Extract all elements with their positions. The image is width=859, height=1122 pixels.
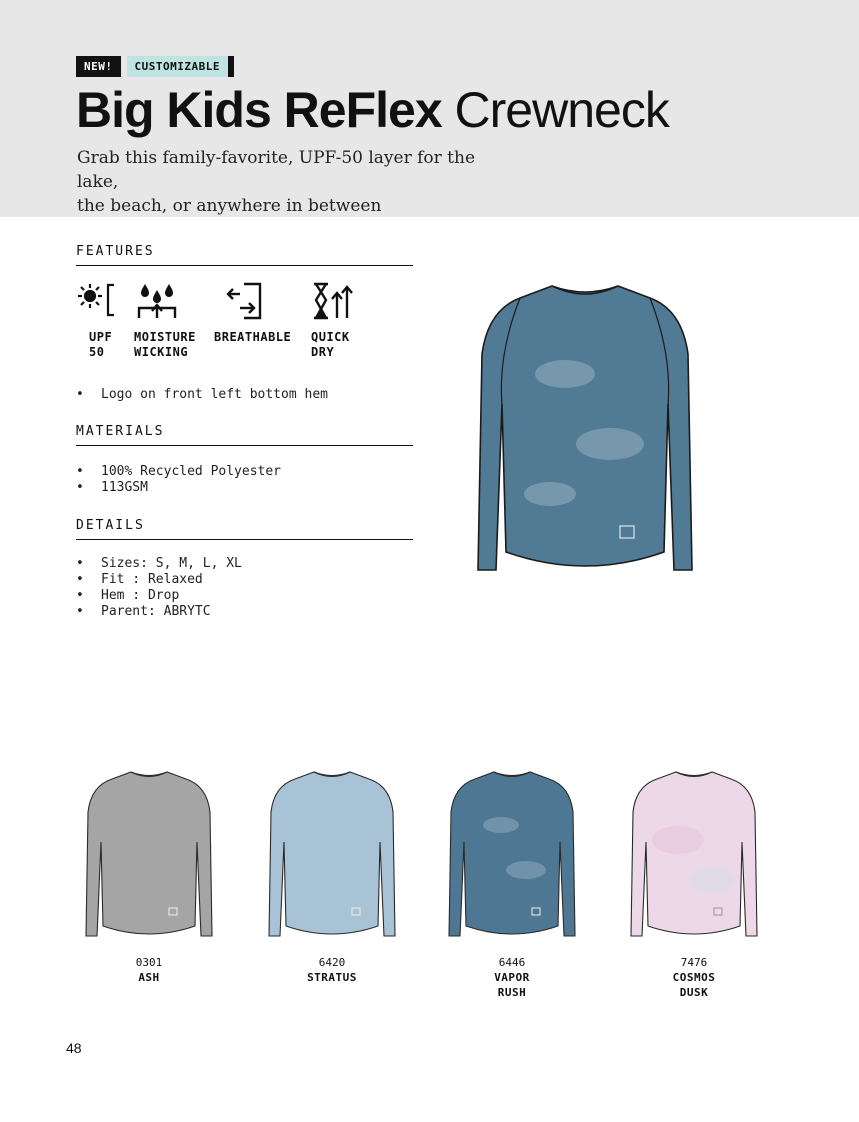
colorway-shirt-vapor-rush [446,770,578,938]
colorway-code: 0301 [135,956,163,969]
colorway-name: VAPOR RUSH [494,971,530,999]
colorway-code: 6446 [498,956,526,969]
colorway-name: ASH [138,971,160,984]
list-item: • Logo on front left bottom hem [76,387,328,403]
list-item: • Hem : Drop [76,588,242,604]
product-subtitle [77,146,507,218]
details-heading: DETAILS [76,518,413,540]
materials-list [76,464,281,496]
product-title [76,80,669,140]
header-band [0,0,859,217]
subtitle-line: Grab this family-favorite, UPF-50 layer for the lake, [77,148,476,192]
colorway-label [442,955,582,1000]
colorway-shirt-stratus [266,770,398,938]
page-number: 48 [66,1040,82,1056]
materials-heading: MATERIALS [76,424,413,446]
customizable-badge: CUSTOMIZABLE [127,56,234,77]
new-badge: NEW! [76,56,121,77]
badge-row [76,56,234,77]
list-item: • Fit : Relaxed [76,572,242,588]
colorway-shirt-ash [83,770,215,938]
list-item: • Parent: ABRYTC [76,604,242,620]
colorway-code: 6420 [318,956,346,969]
colorway-name: COSMOS DUSK [672,971,716,999]
breathable-icon [226,282,268,320]
feature-label: UPF 50 [89,330,113,359]
colorway-label [262,955,402,985]
features-list [76,387,328,403]
feature-breathable [214,282,291,345]
feature-quick-dry [311,282,353,360]
colorway-code: 7476 [680,956,708,969]
product-title-bold: Big Kids ReFlex [76,82,442,138]
feature-label: MOISTURE WICKING [134,330,196,359]
colorway-shirt-cosmos-dusk [628,770,760,938]
colorway-label [624,955,764,1000]
hero-shirt-image [470,284,700,574]
features-heading: FEATURES [76,244,413,266]
sun-upf-icon [78,282,118,320]
product-title-light: Crewneck [454,82,669,138]
subtitle-line: the beach, or anywhere in between [77,196,382,216]
moisture-wicking-icon [136,282,178,320]
colorway-name: STRATUS [307,971,357,984]
feature-moisture-wicking [134,282,196,360]
feature-upf [78,282,118,360]
list-item: • 113GSM [76,480,281,496]
details-list [76,556,242,620]
colorway-label [79,955,219,985]
quick-dry-icon [311,282,353,320]
feature-label: BREATHABLE [214,330,292,344]
list-item: • Sizes: S, M, L, XL [76,556,242,572]
list-item: • 100% Recycled Polyester [76,464,281,480]
feature-label: QUICK DRY [311,330,350,359]
